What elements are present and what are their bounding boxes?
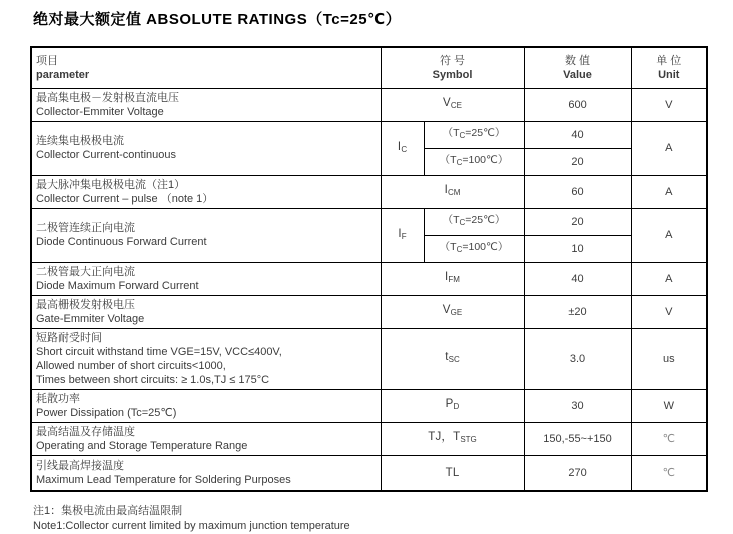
header-parameter-zh: 项目 xyxy=(36,54,58,67)
param-en-line2: Allowed number of short circuits<1000, xyxy=(36,359,226,372)
unit-cell: ℃ xyxy=(631,455,707,491)
param-cell xyxy=(31,262,381,295)
symbol-cell: $I_F$ xyxy=(381,208,424,262)
unit-cell: A xyxy=(631,208,707,262)
param-cell xyxy=(31,328,381,389)
footnote-zh: 注1：集极电流由最高结温限制 xyxy=(33,505,183,517)
param-en: Diode Maximum Forward Current xyxy=(36,279,199,292)
value-cell: 10 xyxy=(524,235,631,262)
footnote-en: Note1:Collector current limited by maximum junction temperature xyxy=(33,520,350,532)
unit-cell: A xyxy=(631,175,707,208)
header-unit-zh: 单 位 xyxy=(656,54,682,67)
param-en: Operating and Storage Temperature Range xyxy=(36,439,248,452)
value-cell: 600 xyxy=(524,88,631,121)
param-zh: 最高集电极－发射极直流电压 xyxy=(36,91,179,104)
symbol-cell: $I_C$ xyxy=(381,121,424,175)
value-cell: 60 xyxy=(524,175,631,208)
param-en-line1: Short circuit withstand time VGE=15V, VCC≤400V, xyxy=(36,345,282,358)
value-cell: 40 xyxy=(524,262,631,295)
param-zh: 最高结温及存储温度 xyxy=(36,425,135,438)
header-symbol-zh: 符 号 xyxy=(439,54,466,67)
param-zh: 最大脉冲集电极极电流（注1） xyxy=(36,178,186,191)
header-parameter xyxy=(31,47,381,88)
param-zh: 最高栅极发射极电压 xyxy=(36,298,135,311)
param-cell xyxy=(31,208,381,262)
row-gate-emitter-voltage xyxy=(31,295,707,328)
param-zh: 二极管连续正向电流 xyxy=(36,222,135,234)
row-diode-forward-current xyxy=(31,208,707,235)
condition-cell-tc25: $(T_C=25℃)$ xyxy=(424,208,524,235)
header-unit-en: Unit xyxy=(658,68,680,81)
condition-cell-tc100: $(T_C=100℃)$ xyxy=(424,148,524,175)
param-cell xyxy=(31,422,381,455)
row-short-circuit-withstand-time xyxy=(31,328,707,389)
value-cell: 150,-55~+150 xyxy=(524,422,631,455)
symbol-cell: $V_{GE}$ xyxy=(381,295,524,328)
row-diode-maximum-forward-current xyxy=(31,262,707,295)
absolute-ratings-table xyxy=(30,46,708,492)
symbol-cell: $I_{CM}$ xyxy=(381,175,524,208)
condition-cell-tc100: $(T_C=100℃)$ xyxy=(424,235,524,262)
row-power-dissipation xyxy=(31,389,707,422)
param-en-line3: Times between short circuits: ≥ 1.0s,TJ ≤ 175°C xyxy=(36,373,270,386)
param-zh: 引线最高焊接温度 xyxy=(36,459,124,472)
page-title: 绝对最大额定值 ABSOLUTE RATINGS（Tc=25℃） xyxy=(33,11,402,28)
symbol-cell: $I_{FM}$ xyxy=(381,262,524,295)
header-unit xyxy=(631,47,707,88)
param-en: Gate-Emmiter Voltage xyxy=(36,312,145,325)
param-zh: 连续集电极极电流 xyxy=(36,135,124,147)
param-cell xyxy=(31,121,381,175)
param-cell xyxy=(31,455,381,491)
header-symbol-en: Symbol xyxy=(432,68,473,81)
param-en: Power Dissipation (Tc=25℃) xyxy=(36,406,177,419)
param-en: Collector Current – pulse （note 1） xyxy=(36,192,214,205)
param-en: Collector Current-continuous xyxy=(36,149,177,161)
symbol-cell: $t_{SC}$ xyxy=(381,328,524,389)
param-cell xyxy=(31,88,381,121)
header-symbol xyxy=(381,47,524,88)
param-zh: 二极管最大正向电流 xyxy=(36,265,135,278)
header-value-zh: 数 值 xyxy=(564,54,591,67)
row-collector-current-continuous xyxy=(31,121,707,148)
value-cell: 20 xyxy=(524,208,631,235)
param-cell xyxy=(31,389,381,422)
row-collector-emitter-voltage xyxy=(31,88,707,121)
param-cell xyxy=(31,295,381,328)
unit-cell: V xyxy=(631,295,707,328)
symbol-cell: TJ，$T_{STG}$ xyxy=(381,422,524,455)
row-collector-current-pulse xyxy=(31,175,707,208)
header-value-en: Value xyxy=(563,68,592,81)
header-value xyxy=(524,47,631,88)
value-cell: 270 xyxy=(524,455,631,491)
value-cell: 40 xyxy=(524,121,631,148)
symbol-cell: $P_D$ xyxy=(381,389,524,422)
param-en: Maximum Lead Temperature for Soldering Purposes xyxy=(36,473,291,486)
row-operating-storage-temperature xyxy=(31,422,707,455)
unit-cell: V xyxy=(631,88,707,121)
value-cell: 3.0 xyxy=(524,328,631,389)
param-zh: 短路耐受时间 xyxy=(36,331,102,344)
unit-cell: W xyxy=(631,389,707,422)
row-max-lead-temperature xyxy=(31,455,707,491)
param-zh: 耗散功率 xyxy=(36,392,80,405)
unit-cell: us xyxy=(631,328,707,389)
param-en: Collector-Emmiter Voltage xyxy=(36,105,164,118)
param-en: Diode Continuous Forward Current xyxy=(36,236,207,248)
unit-cell: ℃ xyxy=(631,422,707,455)
param-cell xyxy=(31,175,381,208)
value-cell: ±20 xyxy=(524,295,631,328)
symbol-cell: TL xyxy=(381,455,524,491)
unit-cell: A xyxy=(631,262,707,295)
symbol-cell: $V_{CE}$ xyxy=(381,88,524,121)
footnotes xyxy=(33,504,733,534)
unit-cell: A xyxy=(631,121,707,175)
condition-cell-tc25: $(T_C=25℃)$ xyxy=(424,121,524,148)
value-cell: 20 xyxy=(524,148,631,175)
header-parameter-en: parameter xyxy=(36,68,90,81)
value-cell: 30 xyxy=(524,389,631,422)
table-header-row xyxy=(31,47,707,88)
